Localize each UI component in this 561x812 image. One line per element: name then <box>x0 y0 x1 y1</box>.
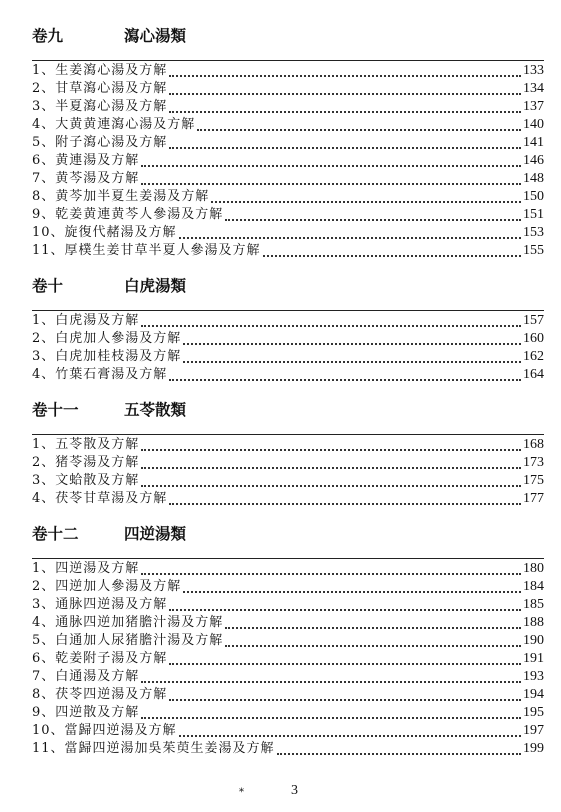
entry-title: 1、四逆湯及方解 <box>32 561 140 576</box>
leader-dots <box>169 71 521 77</box>
toc-entry[interactable] <box>32 206 544 224</box>
leader-dots <box>225 623 521 629</box>
entry-page: 180 <box>523 561 544 576</box>
entry-page: 134 <box>523 81 544 96</box>
entry-page: 173 <box>523 455 544 470</box>
leader-dots <box>225 641 521 647</box>
entry-page: 184 <box>523 579 544 594</box>
entry-title: 3、白虎加桂枝湯及方解 <box>32 349 182 364</box>
leader-dots <box>141 481 521 487</box>
volume-label: 卷十二 <box>32 525 79 543</box>
toc-entry[interactable] <box>32 454 544 472</box>
leader-dots <box>141 677 521 683</box>
toc-entry[interactable] <box>32 668 544 686</box>
entry-page: 140 <box>523 117 544 132</box>
entry-title: 10、當歸四逆湯及方解 <box>32 723 177 738</box>
entry-page: 160 <box>523 331 544 346</box>
entry-title: 7、白通湯及方解 <box>32 669 140 684</box>
entry-title: 2、甘草瀉心湯及方解 <box>32 81 168 96</box>
entry-page: 168 <box>523 437 544 452</box>
volume-label: 卷十 <box>32 277 64 295</box>
toc-section-volume-12 <box>32 522 544 758</box>
entry-page: 190 <box>523 633 544 648</box>
entry-page: 162 <box>523 349 544 364</box>
entry-page: 148 <box>523 171 544 186</box>
entry-title: 2、四逆加人參湯及方解 <box>32 579 182 594</box>
entry-title: 5、附子瀉心湯及方解 <box>32 135 168 150</box>
entry-page: 153 <box>523 225 544 240</box>
entry-title: 8、黄芩加半夏生姜湯及方解 <box>32 189 210 204</box>
entry-page: 197 <box>523 723 544 738</box>
entry-title: 7、黄芩湯及方解 <box>32 171 140 186</box>
entry-page: 193 <box>523 669 544 684</box>
toc-entry[interactable] <box>32 596 544 614</box>
entry-title: 6、黄連湯及方解 <box>32 153 140 168</box>
leader-dots <box>197 125 521 131</box>
entry-page: 150 <box>523 189 544 204</box>
entry-page: 177 <box>523 491 544 506</box>
entry-list <box>32 434 544 508</box>
category-label: 四逆湯類 <box>124 525 187 543</box>
volume-label: 卷九 <box>32 27 64 45</box>
entry-page: 133 <box>523 63 544 78</box>
entry-title: 3、通脉四逆湯及方解 <box>32 597 168 612</box>
page-number: 3 <box>291 783 298 798</box>
toc-entry[interactable] <box>32 722 544 740</box>
toc-entry[interactable] <box>32 436 544 454</box>
toc-entry[interactable] <box>32 62 544 80</box>
toc-entry[interactable] <box>32 472 544 490</box>
entry-page: 175 <box>523 473 544 488</box>
leader-dots <box>179 233 521 239</box>
leader-dots <box>183 357 521 363</box>
toc-entry[interactable] <box>32 330 544 348</box>
leader-dots <box>169 695 521 701</box>
entry-list <box>32 558 544 758</box>
entry-title: 4、茯苓甘草湯及方解 <box>32 491 168 506</box>
category-label: 瀉心湯類 <box>124 27 187 45</box>
entry-title: 4、通脉四逆加猪膽汁湯及方解 <box>32 615 224 630</box>
toc-entry[interactable] <box>32 98 544 116</box>
toc-entry[interactable] <box>32 614 544 632</box>
leader-dots <box>169 107 521 113</box>
entry-title: 3、半夏瀉心湯及方解 <box>32 99 168 114</box>
section-heading <box>32 274 544 298</box>
entry-title: 4、大黄黄連瀉心湯及方解 <box>32 117 196 132</box>
entry-title: 9、乾姜黄連黄芩人參湯及方解 <box>32 207 224 222</box>
toc-section-volume-9 <box>32 24 544 260</box>
entry-title: 1、生姜瀉心湯及方解 <box>32 63 168 78</box>
toc-entry[interactable] <box>32 170 544 188</box>
category-label: 五苓散類 <box>124 401 187 419</box>
entry-title: 3、文蛤散及方解 <box>32 473 140 488</box>
toc-entry[interactable] <box>32 740 544 758</box>
toc-entry[interactable] <box>32 224 544 242</box>
leader-dots <box>225 215 521 221</box>
toc-entry[interactable] <box>32 632 544 650</box>
leader-dots <box>169 375 521 381</box>
entry-title: 8、茯苓四逆湯及方解 <box>32 687 168 702</box>
entry-title: 11、厚樸生姜甘草半夏人參湯及方解 <box>32 243 261 258</box>
entry-page: 185 <box>523 597 544 612</box>
entry-title: 4、竹葉石膏湯及方解 <box>32 367 168 382</box>
section-heading <box>32 24 544 48</box>
leader-dots <box>179 731 521 737</box>
entry-page: 157 <box>523 313 544 328</box>
entry-page: 188 <box>523 615 544 630</box>
toc-entry[interactable] <box>32 686 544 704</box>
entry-page: 146 <box>523 153 544 168</box>
toc-entry[interactable] <box>32 312 544 330</box>
toc-section-volume-10 <box>32 274 544 384</box>
entry-title: 11、當歸四逆湯加吳茱萸生姜湯及方解 <box>32 741 275 756</box>
entry-title: 2、白虎加人參湯及方解 <box>32 331 182 346</box>
entry-title: 6、乾姜附子湯及方解 <box>32 651 168 666</box>
entry-title: 2、猪苓湯及方解 <box>32 455 140 470</box>
toc-entry[interactable] <box>32 188 544 206</box>
entry-title: 1、五苓散及方解 <box>32 437 140 452</box>
entry-page: 199 <box>523 741 544 756</box>
toc-entry[interactable] <box>32 560 544 578</box>
toc-entry[interactable] <box>32 152 544 170</box>
toc-entry[interactable] <box>32 348 544 366</box>
category-label: 白虎湯類 <box>124 277 187 295</box>
entry-page: 164 <box>523 367 544 382</box>
entry-page: 141 <box>523 135 544 150</box>
section-heading <box>32 522 544 546</box>
leader-dots <box>141 161 521 167</box>
leader-dots <box>169 143 521 149</box>
entry-title: 10、旋復代赭湯及方解 <box>32 225 177 240</box>
entry-page: 191 <box>523 651 544 666</box>
leader-dots <box>169 89 521 95</box>
entry-page: 151 <box>523 207 544 222</box>
toc-entry[interactable] <box>32 80 544 98</box>
toc-section-volume-11 <box>32 398 544 508</box>
leader-dots <box>263 251 521 257</box>
leader-dots <box>169 605 521 611</box>
leader-dots <box>141 445 521 451</box>
section-heading <box>32 398 544 422</box>
footer-mark: * <box>239 787 244 798</box>
leader-dots <box>183 339 521 345</box>
entry-title: 1、白虎湯及方解 <box>32 313 140 328</box>
toc-entry[interactable] <box>32 704 544 722</box>
leader-dots <box>141 321 521 327</box>
leader-dots <box>211 197 521 203</box>
leader-dots <box>169 499 521 505</box>
entry-list <box>32 60 544 260</box>
entry-list <box>32 310 544 384</box>
leader-dots <box>141 569 521 575</box>
entry-title: 5、白通加人尿猪膽汁湯及方解 <box>32 633 224 648</box>
toc-entry[interactable] <box>32 116 544 134</box>
toc-entry[interactable] <box>32 578 544 596</box>
entry-page: 155 <box>523 243 544 258</box>
leader-dots <box>141 179 521 185</box>
leader-dots <box>183 587 521 593</box>
volume-label: 卷十一 <box>32 401 79 419</box>
toc-entry[interactable] <box>32 242 544 260</box>
toc-entry[interactable] <box>32 134 544 152</box>
entry-page: 137 <box>523 99 544 114</box>
toc-entry[interactable] <box>32 650 544 668</box>
toc-entry[interactable] <box>32 366 544 384</box>
entry-title: 9、四逆散及方解 <box>32 705 140 720</box>
leader-dots <box>141 463 521 469</box>
leader-dots <box>277 749 521 755</box>
leader-dots <box>169 659 521 665</box>
leader-dots <box>141 713 521 719</box>
entry-page: 194 <box>523 687 544 702</box>
toc-entry[interactable] <box>32 490 544 508</box>
entry-page: 195 <box>523 705 544 720</box>
